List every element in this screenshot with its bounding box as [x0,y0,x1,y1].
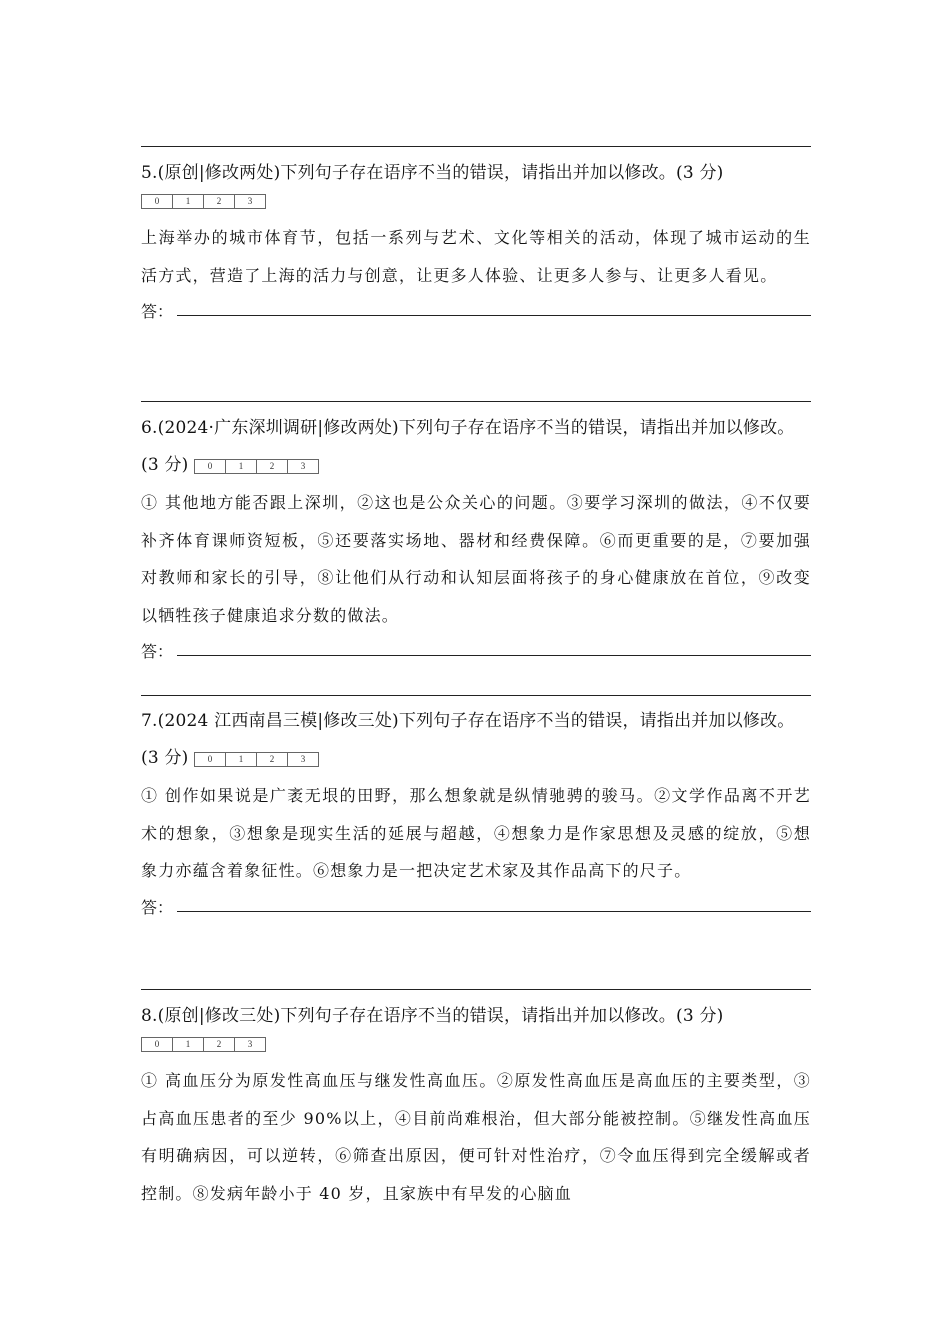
question-title-text: 6.(2024·广东深圳调研|修改两处)下列句子存在语序不当的错误，请指出并加以修改。(3 分) [141,418,795,475]
question-title: 8.(原创|修改三处)下列句子存在语序不当的错误，请指出并加以修改。(3 分) [141,1006,724,1026]
score-box[interactable] [141,1037,266,1052]
score-option[interactable]: 3 [300,460,306,471]
question-title-text: 7.(2024 江西南昌三模|修改三处)下列句子存在语序不当的错误，请指出并加以修改。(3 分) [141,711,795,768]
answer-row[interactable] [141,292,811,322]
score-box[interactable] [141,194,266,209]
score-option[interactable]: 0 [142,1038,173,1051]
question-passage: ① 创作如果说是广袤无垠的田野，那么想象就是纵情驰骋的骏马。②文学作品离不开艺术的想象，③想象是现实生活的延展与超越，④想象力是作家思想及灵感的绽放，⑤想象力亦蕴含着象征性。⑥想象力是一把决定艺术家及其作品高下的尺子。 [141,786,811,880]
score-option[interactable]: 1 [173,195,204,208]
score-option[interactable]: 3 [247,196,253,206]
answer-row[interactable] [141,888,811,918]
score-option[interactable]: 3 [300,753,306,764]
answer-label: 答： [141,642,174,661]
score-box[interactable] [194,459,319,474]
question-passage: ① 高血压分为原发性高血压与继发性高血压。②原发性高血压是高血压的主要类型，③占高血压患者的至少 90%以上，④目前尚难根治，但大部分能被控制。⑤继发性高血压有明确病因，可以逆转，⑥筛查出原因，便可针对性治疗，⑦令血压得到完全缓解或者控制。⑧发病年龄小于 40 岁，且家族中有早发的心脑血 [141,1071,811,1203]
score-option[interactable]: 1 [173,1038,204,1051]
score-option[interactable]: 3 [247,1039,253,1049]
score-option[interactable]: 2 [204,1038,235,1051]
answer-rule[interactable] [141,401,811,402]
question-title [141,410,811,484]
answer-row[interactable] [141,632,811,662]
question-7 [141,703,811,918]
question-5 [141,155,811,322]
answer-rule[interactable] [141,989,811,990]
answer-line[interactable] [177,315,811,316]
answer-line[interactable] [177,655,811,656]
score-option[interactable]: 2 [257,460,288,473]
answer-rule[interactable] [141,695,811,696]
question-title: 5.(原创|修改两处)下列句子存在语序不当的错误，请指出并加以修改。(3 分) [141,163,724,183]
score-option[interactable]: 2 [204,195,235,208]
question-6 [141,410,811,662]
score-option[interactable]: 1 [226,460,257,473]
question-8 [141,998,811,1212]
score-option[interactable]: 0 [195,753,226,766]
question-title [141,703,811,777]
score-box[interactable] [194,752,319,767]
answer-line[interactable] [177,911,811,912]
question-passage: ① 其他地方能否跟上深圳，②这也是公众关心的问题。③要学习深圳的做法，④不仅要补齐体育课师资短板，⑤还要落实场地、器材和经费保障。⑥而更重要的是，⑦要加强对教师和家长的引导，⑧让他们从行动和认知层面将孩子的身心健康放在首位，⑨改变以牺牲孩子健康追求分数的做法。 [141,493,811,625]
answer-label: 答： [141,897,174,917]
score-option[interactable]: 0 [195,460,226,473]
question-passage: 上海举办的城市体育节，包括一系列与艺术、文化等相关的活动，体现了城市运动的生活方式，营造了上海的活力与创意，让更多人体验、让更多人参与、让更多人看见。 [141,228,811,285]
score-option[interactable]: 2 [257,753,288,766]
score-option[interactable]: 0 [142,195,173,208]
score-option[interactable]: 1 [226,753,257,766]
answer-label: 答： [141,302,174,321]
answer-rule [141,146,811,147]
